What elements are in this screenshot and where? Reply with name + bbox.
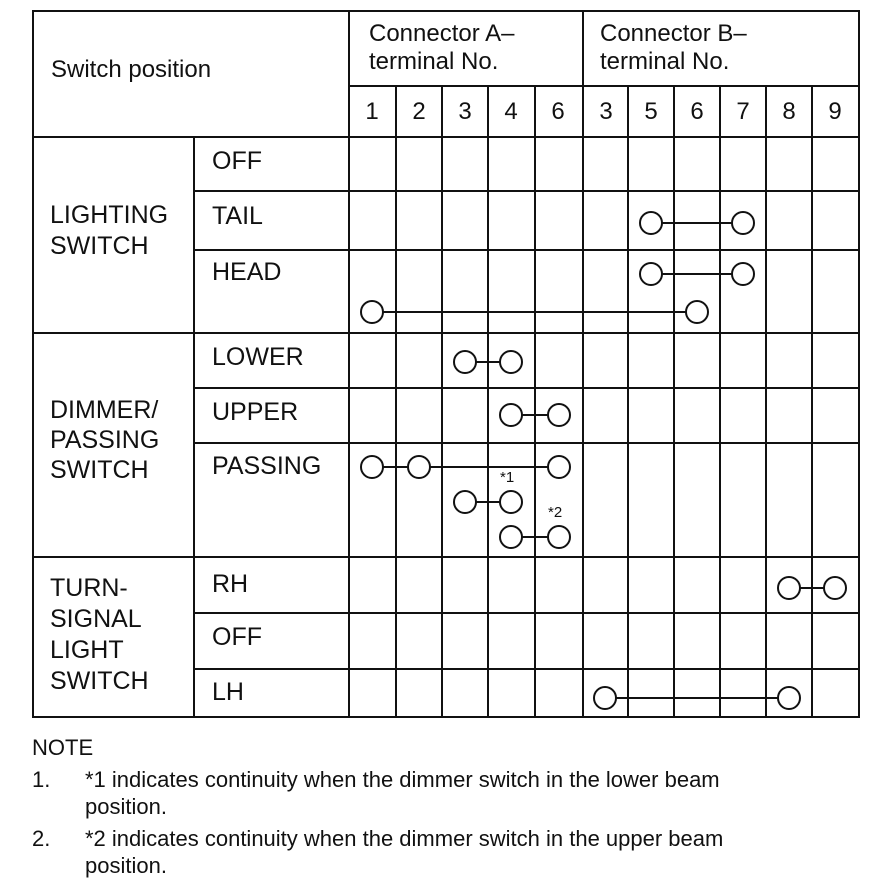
position-lower: LOWER [212, 343, 304, 371]
terminal-b9: 9 [828, 98, 842, 125]
position-off-turn: OFF [212, 623, 262, 651]
position-rh: RH [212, 570, 249, 598]
terminal-a3: 3 [458, 98, 472, 125]
group-lighting-line1: LIGHTING [50, 201, 169, 229]
terminal-b7: 7 [736, 98, 750, 125]
connector-b-header-line1: Connector B– [600, 20, 747, 47]
continuity-circle-lower-a4 [500, 351, 522, 373]
terminal-a2: 2 [412, 98, 426, 125]
note-1-number: 1. [32, 767, 51, 792]
note-2-number: 2. [32, 826, 51, 851]
position-head: HEAD [212, 258, 282, 286]
terminal-b5: 5 [644, 98, 658, 125]
continuity-circle-head-b7 [732, 263, 754, 285]
continuity-circle-passing-a3 [454, 491, 476, 513]
group-turn-signal-line1: TURN- [50, 574, 128, 602]
position-lh: LH [212, 678, 244, 706]
continuity-circle-lower-a3 [454, 351, 476, 373]
position-off-lighting: OFF [212, 147, 262, 175]
position-passing: PASSING [212, 452, 322, 480]
group-lighting-line2: SWITCH [50, 232, 149, 260]
terminal-b3: 3 [599, 98, 613, 125]
continuity-circle-upper-a4 [500, 404, 522, 426]
continuity-circle-tail-b5 [640, 212, 662, 234]
continuity-circle-tail-b7 [732, 212, 754, 234]
switch-position-header: Switch position [51, 56, 212, 83]
connector-b-header-line2: terminal No. [600, 48, 730, 75]
note-2-line2: position. [85, 853, 167, 878]
group-turn-signal-line2: SIGNAL [50, 605, 142, 633]
group-dimmer-line3: SWITCH [50, 456, 149, 484]
terminal-b8: 8 [782, 98, 796, 125]
terminal-a6: 6 [551, 98, 565, 125]
mark-star-2: *2 [548, 504, 563, 521]
position-upper: UPPER [212, 398, 299, 426]
connector-a-header-line1: Connector A– [369, 20, 515, 47]
continuity-circle-head-b6 [686, 301, 708, 323]
continuity-circle-head-b5 [640, 263, 662, 285]
position-tail: TAIL [212, 202, 263, 230]
continuity-circles [361, 212, 846, 709]
continuity-circle-passing-a1 [361, 456, 383, 478]
terminal-b6: 6 [690, 98, 704, 125]
continuity-circle-passing-a4 [500, 491, 522, 513]
group-turn-signal-line4: SWITCH [50, 667, 149, 695]
group-dimmer-line1: DIMMER/ [50, 396, 159, 424]
continuity-circle-passing-a2 [408, 456, 430, 478]
terminal-a4: 4 [504, 98, 518, 125]
continuity-circle-lh-b8 [778, 687, 800, 709]
group-turn-signal-line3: LIGHT [50, 636, 124, 664]
continuity-circle-rh-b8 [778, 577, 800, 599]
note-1-line2: position. [85, 794, 167, 819]
continuity-circle-passing-a6 [548, 526, 570, 548]
note-1-line1: *1 indicates continuity when the dimmer switch in the lower beam [85, 767, 720, 792]
continuity-circle-passing-a6 [548, 456, 570, 478]
continuity-circle-lh-b3 [594, 687, 616, 709]
continuity-circle-upper-a6 [548, 404, 570, 426]
group-dimmer-line2: PASSING [50, 426, 160, 454]
continuity-circle-rh-b9 [824, 577, 846, 599]
mark-star-1: *1 [500, 469, 515, 486]
terminal-a1: 1 [365, 98, 379, 125]
connector-a-header-line2: terminal No. [369, 48, 499, 75]
note-title: NOTE [32, 735, 94, 760]
note-2-line1: *2 indicates continuity when the dimmer switch in the upper beam [85, 826, 724, 851]
continuity-circle-head-a1 [361, 301, 383, 323]
continuity-circle-passing-a4 [500, 526, 522, 548]
